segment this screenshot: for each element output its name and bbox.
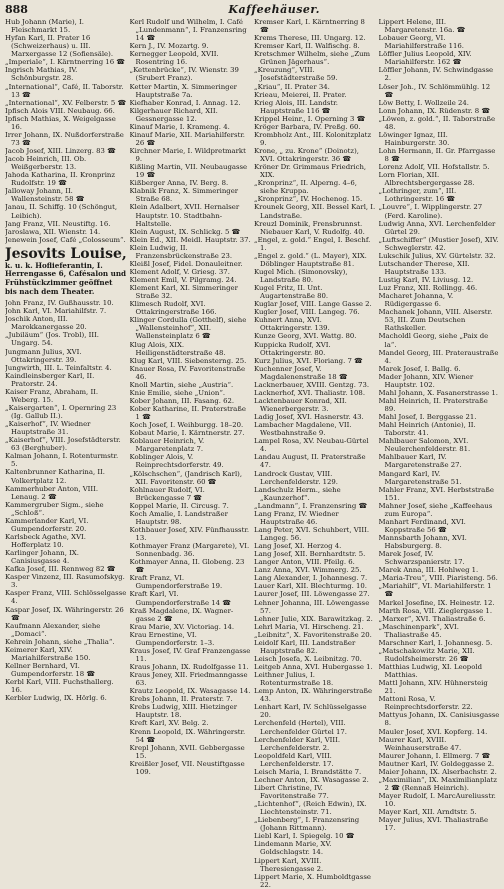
- directory-entry: Karlsbeck Agathe, XVI. Hofferplatz 10.: [5, 532, 86, 549]
- directory-entry: Klein Adalbert, XVII. Hernalser Hauptstr. 10. Stadtbahn-Haltstelle.: [129, 203, 240, 228]
- directory-entry: „International“, Café, II. Taborstr. 13 ☎: [5, 82, 124, 99]
- directory-entry: Löffler Johann, IV. Schwindgasse 2.: [378, 66, 494, 83]
- directory-entry: „Maximilian“, IX. Maximilianplatz 2 ☎ (Rennaß Heinrich).: [378, 775, 497, 792]
- directory-entry: Kohlnauer Rudolf, VI. Brückengasse 7 ☎: [129, 485, 205, 502]
- directory-entry: Kirchner Marie, I. Wildpretmarkt 9.: [129, 147, 246, 164]
- directory-entry: Lang Josef, XI. Herzog 4.: [254, 542, 342, 551]
- directory-entry: Löw Betty, I. Wollzeile 24.: [378, 98, 469, 107]
- directory-entry: „Löwen, z. gold.“, II. Taborstraße 48.: [378, 114, 496, 131]
- directory-entry: Lorn Florian, XII. Albrechtsbergergasse 28.: [378, 171, 475, 188]
- directory-entry: Lang Peter, XVI. Schuhbert, VIII. Langeg. 56.: [254, 525, 370, 542]
- directory-entry: „Mariahilf“, VI. Mariahilferstr. 1 ☎: [378, 582, 492, 599]
- directory-entry: Koch Josef, I. Weihburgg. 18–20.: [129, 421, 244, 430]
- page-number: 888: [5, 3, 28, 16]
- directory-entry: Jungmann Julius, XVI. Ottakringerstr. 39.: [5, 347, 82, 364]
- directory-entry: Klabnik Franz, X. Simmeringer Straße 68.: [129, 187, 239, 204]
- directory-entry: Langer Anton, VIII. Pfeilg. 6.: [254, 558, 355, 567]
- directory-entry: Mayer Julius, XVI. Thaliastraße 17.: [378, 816, 489, 833]
- directory-entry: Kilgerhauer Richard, XII. Gessnergasse 12.: [129, 106, 218, 123]
- directory-entry: Hub Johann (Marie), I. Fleischmarkt 15.: [5, 18, 84, 35]
- directory-entry: Lehner Julie, XIX. Barawitzkag. 2.: [254, 614, 373, 623]
- directory-entry: Manhart Ferdinand, XVI. Koppstraße 56 ☎: [378, 517, 466, 534]
- column-1: [5, 18, 127, 889]
- directory-entry: Jacob Josef, XIII. Linzerg. 83 ☎: [5, 147, 116, 155]
- directory-entry: Koppel Marie, II. Circusg. 7.: [129, 501, 229, 510]
- directory-entry: Laurer Josef, III. Löwengasse 27.: [254, 590, 370, 599]
- directory-entry: Lanz Anna, XVI. Wimmerg. 25.: [254, 566, 362, 575]
- directory-entry: Mautner Karl, IV. Goldeggasse 2.: [378, 759, 495, 768]
- directory-entry: Lehner Johanna, III. Löwengasse 57.: [254, 598, 370, 615]
- directory-entry: Krepl Johann, XVII. Gebbergasse 15.: [129, 743, 245, 760]
- directory-entry: Markel Josefine, IX. Heinestr. 12.: [378, 598, 495, 607]
- directory-entry: Mahner Josef, siehe „Kaffeehaus zum Europa“.: [378, 501, 493, 518]
- page-header: [5, 3, 500, 16]
- directory-entry: Mahl Johann, X. Fasanerstrasse 1.: [378, 388, 498, 397]
- directory-entry: Lindemann Marie, XV. Goldschlagstr. 14.: [254, 840, 332, 857]
- directory-entry: Klimesch Rudolf, XVI. Ottakringerstraße 166.: [129, 300, 217, 317]
- directory-entry: Lonn Johann, IX. Rüdenstr. 8 ☎: [378, 106, 490, 115]
- ad-text: k. u. k. Hoflieferantin, I. Herrengasse 6, Cafésalon und Frühstückzimmer geöffnet bis nach dem Theater.: [5, 260, 127, 296]
- directory-entry: Mauler Josef, XVI. Kopferg. 14.: [378, 727, 488, 736]
- directory-entry: Macholdl Georg, siehe „Paix de la“.: [378, 332, 489, 349]
- directory-entry: Knoll Martin, siehe „Austria“.: [129, 380, 234, 389]
- directory-entry: Kreft Karl, XV. Belg. 2.: [129, 719, 209, 728]
- directory-entry: Ludwig Anna, XVI. Lerchenfelder Gürtel 29.: [378, 219, 496, 236]
- directory-entry: „Kriau“, II. Prater 34.: [254, 82, 330, 91]
- directory-entry: „Jubiläum“ (Jos. Trobl), III. Ungarg. 54.: [5, 331, 99, 348]
- directory-entry: „Engel, z. gold.“ Engel, I. Beschf. 1.: [254, 235, 371, 252]
- directory-entry: Koblauer Heinrich, V. Margaretenplatz 7.: [129, 437, 205, 454]
- directory-entry: Krebs Ludwig, XIII. Hietzinger Hauptstr. 18.: [129, 703, 238, 720]
- directory-entry: Lustig Karl, IV. Liviusg. 12.: [378, 276, 474, 284]
- directory-entry: Kremser Karl, I. Kärntnerring 8 ☎: [254, 18, 365, 35]
- directory-entry: Leopoldfeld Karl, VIII. Lerchenfelderstr. 17.: [254, 751, 334, 768]
- directory-entry: Krau Ernestine, VI. Gumpendorferstr. 1–3.: [129, 630, 215, 647]
- directory-entry: John Karl, VI. Mariahilfstr. 7.: [5, 307, 107, 316]
- directory-entry: Kuchenner Josef, V. Magdalenenstraße 18 ☎: [254, 364, 348, 381]
- directory-entry: Kraus Jeney, XII. Friedmanngasse 63.: [129, 671, 248, 688]
- directory-entry: Kaltenbrunner Katharina, II. Volkertplatz 12.: [5, 468, 105, 485]
- directory-entry: Mahler Franz, XVI. Herbststraße 151.: [378, 485, 494, 502]
- directory-entry: Klein Ed., XII. Meidl. Hauptstr. 37.: [129, 235, 251, 244]
- directory-entry: Lippert Karl, XVIII. Theresiengasse 2.: [254, 856, 324, 873]
- ad-name: Jesovits Louise,: [5, 245, 127, 262]
- directory-entry: Kammerhuber Anton, VIII. Lenaug. 2 ☎: [5, 484, 99, 501]
- directory-entry: Kugel Mich. (Simonovsky), Landstraße 80.: [254, 267, 348, 284]
- directory-entry: Marek Josef, IV. Schwarzspanierstr. 17.: [378, 550, 465, 567]
- directory-entry: Liebl Karl, I. Spiegelg. 10 ☎: [254, 832, 355, 841]
- directory-entry: Janau, II. Schiffg. 10 (Schöngut, Leibich).: [5, 203, 118, 220]
- directory-entry: Kraft Franz, VI. Gumpendorferstraße 19.: [129, 574, 223, 591]
- page-title: Kaffeehäuser.: [228, 3, 320, 16]
- directory-entry: Kröner Dr. Grimmaus Friedrich, XIX.: [254, 163, 367, 180]
- directory-entry: Kaufmann Alexander, siehe „Domaci“.: [5, 621, 101, 638]
- directory-entry: Kröger Barbara, IV. Preßg. 60.: [254, 122, 361, 131]
- directory-entry: Mannsbarth Johann, XVI. Habsburgerg. 8.: [378, 534, 467, 551]
- directory-entry: Lohn Hermann, II. Gr. Pfarrgasse 8 ☎: [378, 147, 496, 164]
- directory-entry: Klement Emil, V. Pilgramg. 24.: [129, 276, 237, 284]
- directory-entry: Kraft Karl, VI. Gumpendorferstraße 14 ☎: [129, 590, 231, 607]
- directory-entry: Lambacher Magdalene, VII. Westbahnstraße 9.: [254, 421, 352, 438]
- directory-entry: Kernegger Leopold, XVII. Rosentring 16.: [129, 50, 219, 67]
- advertisement: [5, 246, 127, 296]
- directory-entry: Kreuzl Dominik, Frensbrunnst. Niebauer Karl, V. Rudolfg. 40.: [254, 219, 365, 236]
- directory-entry: Lippert Marie, X. Humboldtgasse 22.: [254, 872, 371, 889]
- directory-entry: „Louvre“, I. Wipplingerstr. 27 (Ferd. Karoline).: [378, 203, 483, 220]
- directory-entry: Marth Rosa, VII. Zieglergasse 1.: [378, 606, 493, 615]
- directory-entry: Mahlbauer Salomon, XVI. Neulerchenfelderstr. 81.: [378, 437, 471, 454]
- column-1-entries-top: [5, 18, 127, 244]
- directory-entry: Kerl Rudolf und Wilhelm, I. Café „Lundenmann“, I. Franzensring 14 ☎: [129, 18, 247, 43]
- directory-entry: Lehrl Maria, VI. Hirscheng. 21.: [254, 622, 364, 631]
- directory-entry: Klein Ludwig, II. Franzensbrückenstraße 23.: [129, 243, 233, 260]
- directory-entry: Klug Alois, XIX. Heiligenstädterstraße 48.: [129, 340, 226, 357]
- directory-entry: Klinger Cordulla (Gotthelf), siehe „Wallensteinhof“, XII. Wallensteinplatz 6 ☎: [129, 316, 247, 341]
- directory-entry: Kremser Karl, II. Walfischg. 8.: [254, 42, 360, 51]
- directory-entry: Kaiser Franz, Abraham, II. Weberg. 15.: [5, 387, 99, 404]
- directory-entry: Landau August, II. Praterstraße 47.: [254, 453, 366, 470]
- directory-entry: Kern J., IV. Mozartg. 9.: [129, 42, 209, 51]
- directory-entry: Kothmayer Anna, II. Globeng. 23 ☎: [129, 558, 245, 575]
- directory-entry: Kißberger Anna, IV. Berg. 8.: [129, 179, 229, 188]
- directory-entry: Krieau, Meierei, II. Prater.: [254, 90, 347, 99]
- directory-entry: Krippel Heinr., I. Operning 3 ☎: [254, 114, 366, 123]
- directory-entry: Kinauf Marie, I. Krameng. 4.: [129, 122, 230, 131]
- directory-entry: Leitgeb Anna, XVI. Hubergasse 1.: [254, 663, 373, 671]
- directory-entry: Jenewein Josef, Café „Colosseum“.: [5, 235, 126, 244]
- directory-entry: Landschulz Herm., siehe „Kaunzerhof“.: [254, 485, 341, 502]
- directory-entry: Mahl Heinrich, II. Praterstraße 89.: [378, 396, 488, 413]
- directory-entry: „Kronprinz“, IV. Hochenog. 15.: [254, 195, 363, 204]
- directory-entry: Kunze Georg, XVI. Wattg. 80.: [254, 332, 357, 341]
- directory-entry: Marek Josef, I. Ballg. 6.: [378, 364, 461, 373]
- directory-entry: Klein August, IX. Schlickg. 5 ☎: [129, 227, 241, 236]
- directory-entry: Lauer Karl, XII. Blechturmg. 10.: [254, 582, 367, 591]
- directory-entry: Lechner Anton, IX. Wasagasse 2.: [254, 775, 369, 784]
- directory-entry: Kellner Bernhard, VI. Gumpendorferstr. 18 ☎: [5, 661, 95, 678]
- directory-entry: Kaindleinsberger Karl, II. Pratorstr. 24.: [5, 371, 95, 388]
- directory-entry: Kißling Martin, VII. Neubaugasse 19 ☎: [129, 163, 248, 180]
- directory-entry: Lobauer Georg, VI. Mariahilferstraße 116.: [378, 34, 464, 51]
- directory-entry: Jahoda Katharina, II. Kronprinz Rudolfstr. 19 ☎: [5, 171, 115, 188]
- column-1-entries-bottom: [5, 299, 127, 702]
- directory-entry: Kehrein Johann, siehe „Thalia“.: [5, 637, 115, 646]
- directory-entry: „Leibnitz“, X. Favoritenstraße 20.: [254, 630, 372, 639]
- directory-entry: Löwinger Ignaz, III. Hainburgerstr. 30.: [378, 130, 450, 147]
- directory-entry: „Luftschiffer“ (Mustier Josef), XIV. Schweglerstr. 42.: [378, 235, 499, 252]
- directory-entry: Klement Adolf, V. Griesg. 37.: [129, 267, 230, 276]
- directory-entry: Kasper Vinzenz, III. Rasumofskyg. 3.: [5, 573, 125, 590]
- directory-entry: Kober Johann, III. Fasang. 62.: [129, 396, 235, 405]
- directory-entry: Ipfisch Alois VIII. Neubaug. 66.: [5, 106, 115, 115]
- directory-entry: Löser Joh., IV. Schlömmühlg. 12 ☎: [378, 82, 491, 99]
- directory-entry: „Kaiserhof“, IV. Wiedner Hauptstraße 31.: [5, 420, 91, 437]
- directory-entry: Krounek Georg, XII. Bessel Karl, I. Landstraße.: [254, 203, 376, 220]
- directory-entry: Ipfisch Mathias, X. Weigelgasse 16.: [5, 114, 116, 131]
- directory-entry: Lang Franz, IV. Wiedner Hauptstraße 46.: [254, 509, 339, 526]
- directory-entry: Mangard Karl, IV. Margaretenstraße 51.: [378, 469, 462, 486]
- directory-entry: Jacob Heinrich, III. Ob. Weißgerberstr. 13.: [5, 155, 87, 172]
- directory-entry: Kreißler Josef, VII. Neustiftgasse 109.: [129, 759, 245, 776]
- directory-entry: Koch Amalie, I. Landstraßer Hauptstr. 98.: [129, 509, 228, 526]
- directory-entry: Lutschander Therese, XII. Hauptstraße 133.: [378, 259, 470, 276]
- directory-entry: Irrer Johann, IX. Nußdorferstraße 73 ☎: [5, 130, 124, 147]
- directory-entry: „Imperiale“, I. Kärntnerring 16 ☎: [5, 58, 125, 67]
- directory-entry: Lippert Helene, III. Margaretenstr. 16a. ☎: [378, 18, 466, 35]
- directory-entry: Jalloway Johann, II. Wallensteinstr. 58 ☎: [5, 187, 85, 204]
- directory-entry: Mattoni Rosa, V. Reinprechtsdorferstr. 22.: [378, 695, 473, 712]
- directory-entry: Krau Marie, XV. Victoriag. 14.: [129, 622, 235, 631]
- directory-entry: Jaroslawa, XII. Wienstr. 14.: [5, 227, 101, 236]
- directory-entry: Krebs Johann, II. Praterstr. 7.: [129, 695, 233, 704]
- directory-entry: Mattl Johann, XIV. Hühnersteig 21.: [378, 679, 488, 696]
- directory-entry: Mandel Georg, III. Prateraustraße 4.: [378, 348, 499, 365]
- directory-entry: Kalman Johann, I. Rotenturmstr. 5.: [5, 452, 119, 469]
- directory-entry: Kurz Julius, XVI. Floriang. 7 ☎: [254, 356, 363, 365]
- directory-entry: Lacktenbauer Konrad, XII. Wienerbergerstr. 3.: [254, 396, 347, 413]
- directory-entry: Krautz Leopold, IX. Wasagasse 14.: [129, 687, 251, 696]
- directory-entry: Matthias Ludwig, XI. Leopold Matthias.: [378, 663, 482, 680]
- directory-entry: „Kölschschen“, (Jandrisch Karl), XII. Favoritenstr. 60 ☎: [129, 469, 243, 486]
- directory-entry: Kothbauer Josef, XIV. Fünfhausstr. 13.: [129, 525, 250, 542]
- directory-entry: „International“, XV. Felberstr. 5 ☎: [5, 98, 127, 107]
- directory-entry: Kuppicka Rudolf, XVI. Ottakringerstr. 80.: [254, 340, 331, 357]
- directory-entry: Kothmayer Franz (Margarete), VI. Sonnenbadg. 36.: [129, 542, 250, 559]
- directory-entry: Kuhnert Anna, XVI. Ottakringerstr. 139.: [254, 316, 330, 333]
- directory-entry: Luz Franz, XII. Rollingg. 46.: [378, 284, 478, 293]
- directory-entry: Mattyus Johann, IX. Canisiusgasse 8.: [378, 711, 500, 728]
- directory-entry: Mahl Josef, I. Berggasse 21.: [378, 413, 477, 422]
- directory-entry: Ketter Martin, X. Simmeringer Hauptstraße 7a.: [129, 82, 237, 99]
- directory-entry: Macharet Johanna, V. Rüdigergasse 6.: [378, 292, 454, 309]
- directory-entry: „Kronprinz“, II. Alperng. 4–6, siehe Kruppa.: [254, 179, 357, 196]
- directory-entry: „Maschinenpark“, XVI. Thaliastraße 45.: [378, 622, 459, 639]
- directory-entry: Kaspar Josef, IX. Währingerstr. 26 ☎: [5, 605, 124, 622]
- directory-entry: Krems Therese, III. Ungarg. 12.: [254, 34, 366, 43]
- directory-entry: Joschik Anton, III. Marokkanergasse 20.: [5, 315, 87, 332]
- directory-entry: Mayer Karl, XII. Arndtstr. 5.: [378, 808, 477, 817]
- directory-entry: Kugler Josef, VIII. Langeg. 76.: [254, 308, 360, 317]
- directory-entry: „Marxer“, XVI. Thaliastraße 6.: [378, 614, 486, 623]
- directory-entry: „Engel z. gold.“ (L. Mayer), XIX. Döblinger Hauptstraße 81.: [254, 251, 367, 268]
- directory-entry: Hyfan Karl, II. Prater 16 (Schweizerhaus) u. III. Marxergasse 12 (Sofiensäle).: [5, 34, 114, 59]
- directory-entry: „Lichtenhof“, (Reich Edwin), IX. Liechtensteinstr. 71.: [254, 800, 367, 817]
- directory-entry: Knie Emilie, siehe „Union“.: [129, 388, 226, 397]
- directory-entry: Maurer Johann, I. Ellmerg. 7 ☎: [378, 751, 491, 760]
- directory-entry: „Landmann“, I. Franzensring ☎: [254, 501, 368, 510]
- directory-entry: Kasper Franz, VIII. Schlösselgasse 4.: [5, 589, 127, 606]
- directory-entry: Leidolf Karl, III. Landstraßer Hauptstraße 82.: [254, 638, 356, 655]
- directory-entry: „Kettenbrücke“, IV. Wienstr. 39 (Srubert Franz).: [129, 66, 239, 83]
- column-4: [379, 18, 501, 889]
- directory-entry: Klement Karl, XI. Simmeringer Straße 32.: [129, 284, 238, 301]
- directory-entry: Krenn Leopold, IX. Währingerstr. 54 ☎: [129, 727, 246, 744]
- directory-entry: Löffler Julius Leopold, XIV. Mariahilferstr. 162 ☎: [378, 50, 472, 67]
- directory-entry: Kinauf Marie, XII. Mariahilferstr. 26 ☎: [129, 130, 245, 147]
- directory-entry: „Liebenberg“, I. Franzensring (Johann Rittmann).: [254, 816, 360, 833]
- directory-entry: Knauer Rosa, IV. Favoritenstraße 46.: [129, 364, 246, 381]
- directory-entry: Kiefhaber Konrad, I. Annag. 12.: [129, 98, 241, 107]
- directory-entry: Kafka Josef, III. Rennweg 82 ☎: [5, 565, 116, 574]
- directory-entry: John Franz, IV. Gußhausstr. 10.: [5, 299, 114, 308]
- directory-entry: Maurer Karl, XVIII. Weinhauserstraße 47.: [378, 735, 462, 752]
- directory-entry: „Maria-Treu“, VIII. Piaristeng. 56.: [378, 574, 498, 583]
- directory-entry: Krieg Alois, III. Landstr. Hauptstraße 116 ☎: [254, 98, 338, 115]
- directory-entry: Lemp Anton, IX. Währingerstraße 43.: [254, 687, 373, 704]
- directory-entry: Maier Johann, IX. Alserbachstr. 2.: [378, 767, 497, 776]
- directory-entry: Kerbler Ludwig, IX. Hörlg. 6.: [5, 694, 107, 703]
- directory-entry: Lukschik Julius, XV. Gürtelstr. 32.: [378, 251, 496, 260]
- directory-entry: Krombholz Ant., III. Kolonitzplatz 9.: [254, 130, 372, 147]
- directory-entry: Mayer Rudolf, I. MarcAureliusstr. 10.: [378, 792, 496, 809]
- directory-entry: Mahl Heinrich (Antonie), II. Taborstr. 41.: [378, 421, 476, 438]
- directory-entry: Lerchenfeld (Hertel), VIII. Lerchenfelder Gürtel 17.: [254, 719, 348, 736]
- directory-entry: Leisch Josefa, X. Leibnitzg. 70.: [254, 654, 362, 663]
- directory-entry: Libert Christine, IV. Favoritenstraße 77.: [254, 783, 329, 800]
- columns: [5, 18, 500, 889]
- directory-entry: Lacknerhof, XVI. Thaliastr. 108.: [254, 388, 366, 397]
- directory-entry: Koblinger Alois, V. Reinprechtsdorferstr. 49.: [129, 453, 224, 470]
- directory-entry: „Lothringer, zum“, III. Lothringerstr. 16 ☎: [378, 187, 457, 204]
- directory-entry: Krone, „ zu. Krone“ (Doinotz), XVI. Ottakringerstr. 36 ☎: [254, 147, 359, 164]
- directory-entry: Kugel Fritz, II. Unt. Augartenstraße 80.: [254, 284, 329, 301]
- directory-entry: Kober Katharine, II. Praterstraße 1 ☎: [129, 405, 246, 422]
- directory-entry: Karlinger Johann, IX. Canisiusgasse 4.: [5, 549, 79, 566]
- directory-entry: Kraß Magdalene, IX. Wagner-gasse 2 ☎: [129, 606, 234, 623]
- directory-entry: Machanek Johann, VIII. Alserstr. 53, III. Zum Deutschen Rathskeller.: [378, 308, 493, 333]
- directory-entry: „Kaisergarten“, I. Opernring 23 (Ig. Gallub II.).: [5, 403, 117, 420]
- directory-entry: Lacknerbauer, XVIII. Gentzg. 73.: [254, 380, 370, 389]
- directory-entry: Landrock Gustav, VIII. Lerchenfelderstr. 129.: [254, 469, 338, 486]
- directory-entry: Jungwirth, III. L. Teinfaltstr. 4.: [5, 363, 112, 372]
- directory-entry: „Matschakowitz Marie, XII. Rudolfsheimerstr. 26 ☎: [378, 646, 475, 663]
- directory-entry: Leisch Maria, I. Brandstätte 7.: [254, 767, 362, 776]
- directory-entry: Lorenz Adolf, VII. Hofstallstr. 5.: [378, 163, 490, 172]
- directory-entry: Ladig Josef, XVI. Hasnerstr. 43.: [254, 413, 364, 422]
- directory-entry: Kraus Johann, IX. Rudolfgasse 11.: [129, 663, 249, 671]
- directory-entry: Mahlbauer Karl, IV. Margaretenstraße 27.: [378, 453, 462, 470]
- directory-entry: Kerbl Karl, VIII. Fuchsthallerg. 16.: [5, 678, 114, 695]
- directory-entry: Kraus Josef, IV. Graf Franzengasse 11.: [129, 646, 251, 663]
- directory-entry: „Kaiserhof“, VIII. Josefstädterstr. 63 (Berghuber).: [5, 436, 121, 453]
- directory-entry: Kammerlander Karl, VI. Gumpendorferstr. 20.: [5, 516, 89, 533]
- directory-entry: Kleißl Josef, Fidel. Donauleitner.: [129, 259, 243, 268]
- directory-entry: Keimerer Karl, XIV. Mariahilferstraße 150.: [5, 645, 91, 662]
- directory-entry: Marschner Karl, I. Johannesg. 5.: [378, 638, 493, 647]
- directory-entry: Leithner Julius, I. Rotenturmstraße 18.: [254, 671, 334, 688]
- directory-entry: Kammergruber Sigm., siehe „Schloß“.: [5, 500, 104, 517]
- directory-entry: Kuglar Josef, VIII. Lange Gasse 2.: [254, 300, 372, 309]
- directory-entry: Lampel Rosa, XV. Neubau-Gürtel 4.: [254, 437, 369, 454]
- directory-entry: Jang Franz, VII. Neustiftg. 16.: [5, 219, 111, 228]
- directory-entry: „Kreuzung“, VIII. Josefstädterstraße 59.: [254, 66, 338, 83]
- directory-entry: Marek Anna, III. Hohlweg 1.: [378, 566, 479, 575]
- column-3: [254, 18, 376, 889]
- column-2: [130, 18, 252, 889]
- directory-entry: Lerchenfelder Karl, VIII. Lerchenfelderstr. 2.: [254, 735, 341, 752]
- directory-entry: Kobaut Marie, I. Kärntnerstr. 27.: [129, 429, 245, 438]
- directory-entry: Mader Johann, XIV. Wiener Hauptstr. 102.: [378, 372, 474, 389]
- directory-entry: Lang Alexander, I. Johannesg. 7.: [254, 574, 368, 583]
- directory-entry: Ingrisch Mathias, IV. Schönburgstr. 28.: [5, 66, 78, 83]
- directory-entry: Klug Karl, VIII. Siebensterng. 25.: [129, 356, 247, 365]
- directory-entry: Lang Josef, XII. Bernhardtstr. 5.: [254, 550, 366, 559]
- directory-entry: Kretschmer Wilhelm, siehe „Zum Grünen Jägerhaus“.: [254, 50, 371, 67]
- directory-entry: Lenhart Karl, IV. Schlüsselgasse 20.: [254, 703, 367, 720]
